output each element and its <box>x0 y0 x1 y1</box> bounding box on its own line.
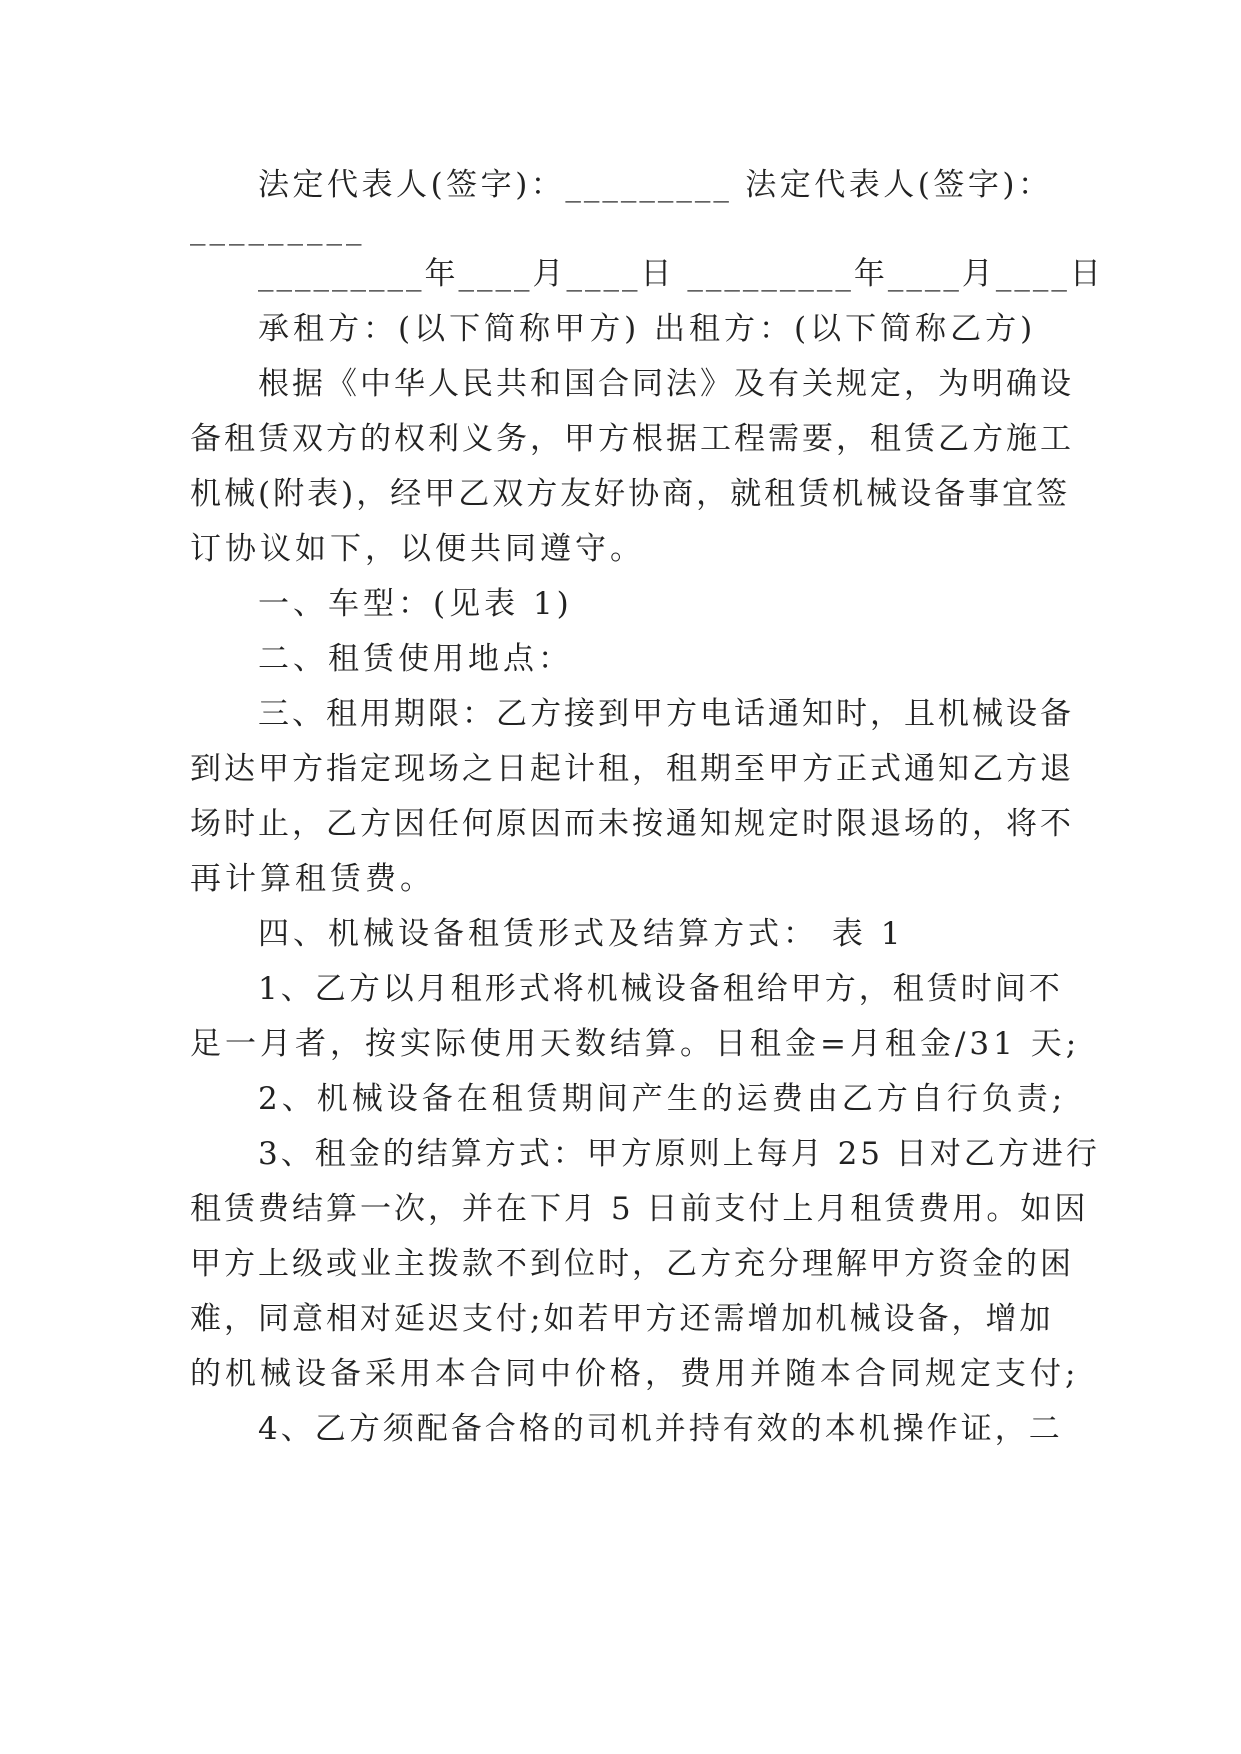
paragraph-line: 1、乙方以月租形式将机械设备租给甲方，租赁时间不 <box>258 971 1063 1007</box>
signature-blank: _________ <box>190 210 366 246</box>
paragraph-line: 三、租用期限：乙方接到甲方电话通知时，且机械设备 <box>258 696 1074 732</box>
paragraph-line: 根据《中华人民共和国合同法》及有关规定，为明确设 <box>258 366 1074 402</box>
paragraph-line: 再计算租赁费。 <box>190 861 435 897</box>
paragraph-line: 难，同意相对延迟支付;如若甲方还需增加机械设备，增加 <box>190 1301 1054 1337</box>
clause-heading: 二、租赁使用地点： <box>258 641 573 677</box>
paragraph-line: 订协议如下，以便共同遵守。 <box>190 531 645 567</box>
paragraph-line: 到达甲方指定现场之日起计租，租期至甲方正式通知乙方退 <box>190 751 1074 787</box>
paragraph-line: 的机械设备采用本合同中价格，费用并随本合同规定支付; <box>190 1356 1080 1392</box>
paragraph-line: 场时止，乙方因任何原因而未按通知规定时限退场的，将不 <box>190 806 1074 842</box>
paragraph-line: 3、租金的结算方式：甲方原则上每月 25 日对乙方进行 <box>258 1136 1100 1172</box>
clause-heading: 四、机械设备租赁形式及结算方式： 表 1 <box>258 916 905 952</box>
clause-heading: 一、车型：(见表 1) <box>258 586 573 622</box>
paragraph-line: 机械(附表)，经甲乙双方友好协商，就租赁机械设备事宜签 <box>190 476 1071 512</box>
paragraph-line: 4、乙方须配备合格的司机并持有效的本机操作证，二 <box>258 1411 1063 1447</box>
parties-line: 承租方：(以下简称甲方) 出租方：(以下简称乙方) <box>258 311 1037 347</box>
date-line: _________年____月____日 _________年____月____日 <box>258 256 1104 292</box>
signature-line: 法定代表人(签字)：_________ 法定代表人(签字)： <box>258 167 1052 203</box>
paragraph-line: 2、机械设备在租赁期间产生的运费由乙方自行负责; <box>258 1081 1067 1117</box>
paragraph-line: 备租赁双方的权利义务，甲方根据工程需要，租赁乙方施工 <box>190 421 1074 457</box>
paragraph-line: 足一月者，按实际使用天数结算。日租金=月租金/31 天; <box>190 1026 1081 1062</box>
paragraph-line: 租赁费结算一次，并在下月 5 日前支付上月租赁费用。如因 <box>190 1191 1089 1227</box>
paragraph-line: 甲方上级或业主拨款不到位时，乙方充分理解甲方资金的困 <box>190 1246 1074 1282</box>
